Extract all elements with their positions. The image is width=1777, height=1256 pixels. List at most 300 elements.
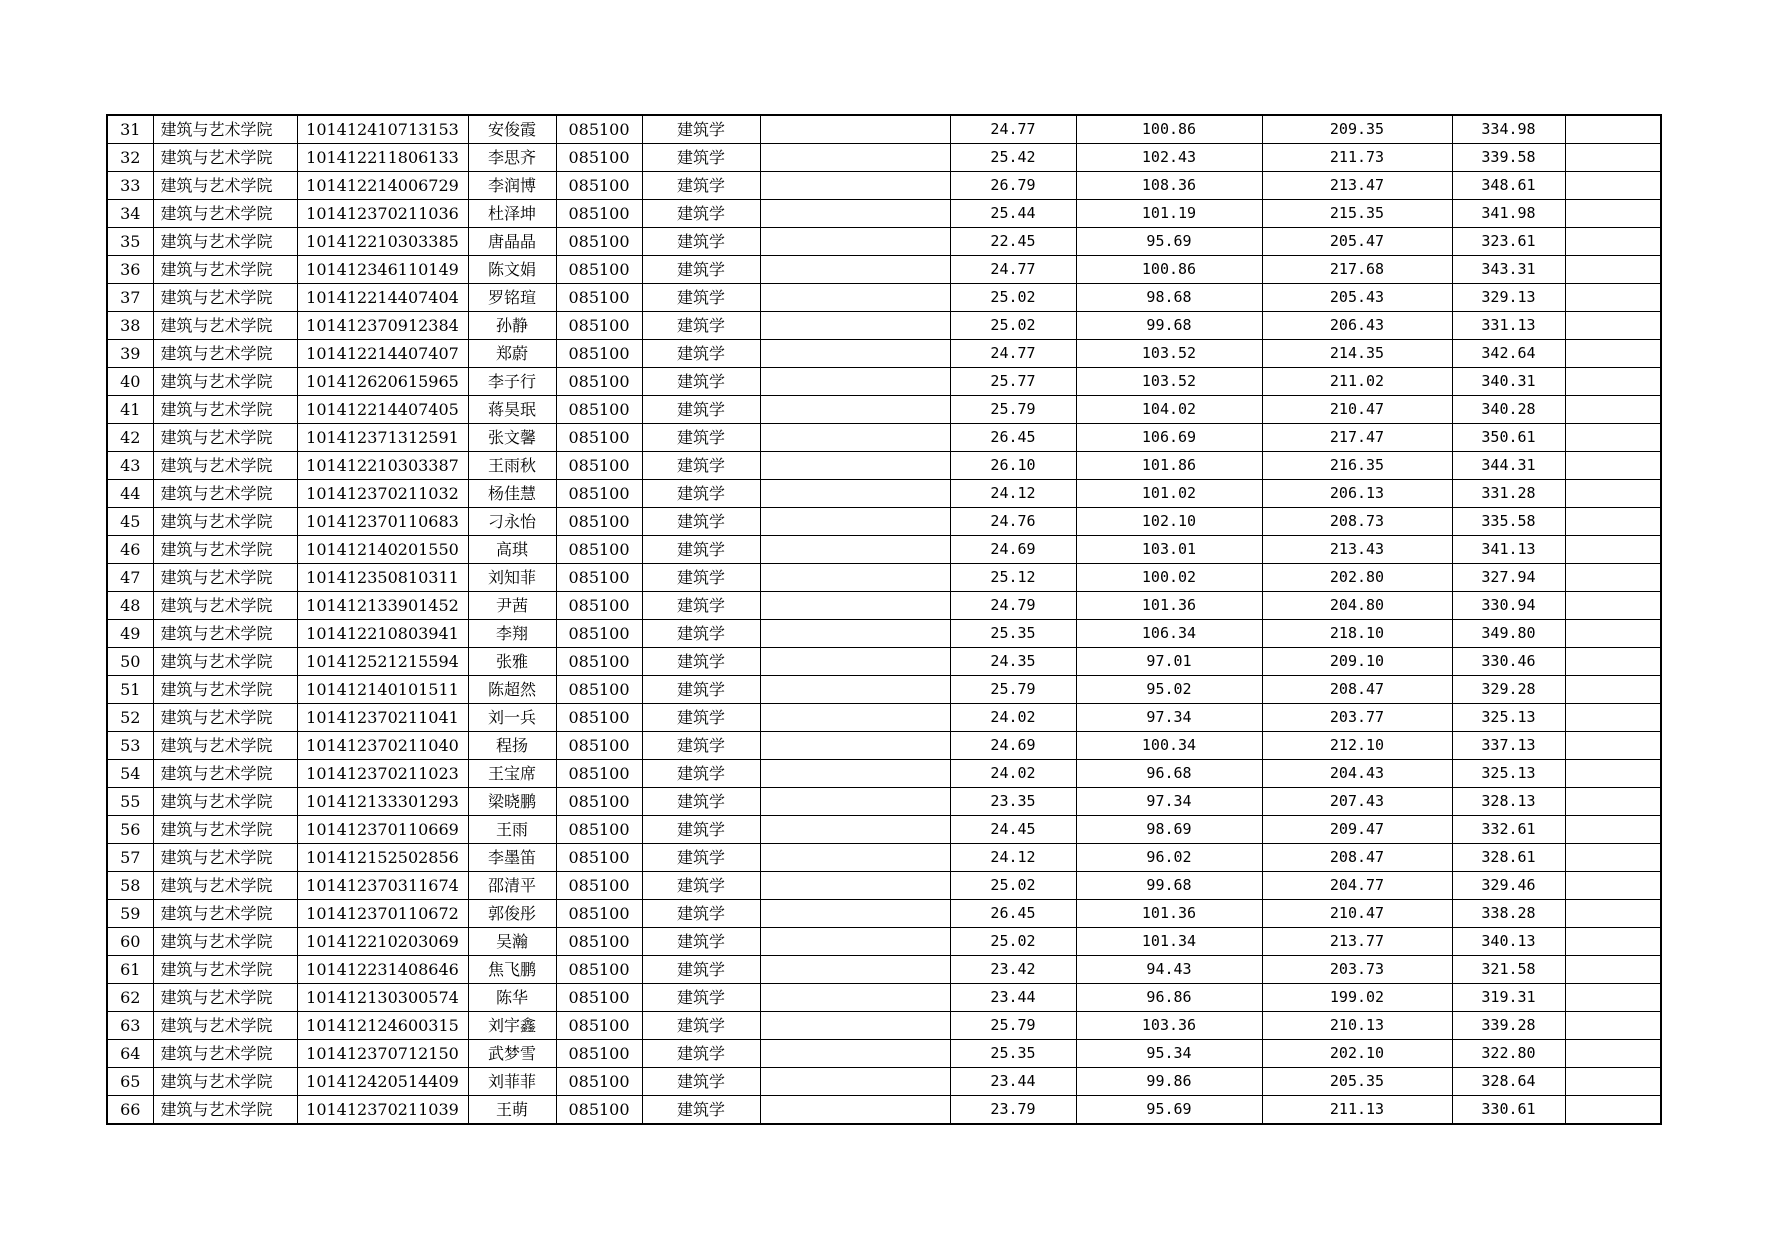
total-score-cell: 338.28 <box>1452 900 1565 928</box>
college-cell: 建筑与艺术学院 <box>153 648 297 676</box>
score-cell-a: 25.79 <box>950 676 1076 704</box>
remark-cell <box>1565 592 1661 620</box>
college-cell: 建筑与艺术学院 <box>153 536 297 564</box>
major-code-cell: 085100 <box>556 536 642 564</box>
row-index-cell: 66 <box>107 1096 153 1125</box>
name-cell: 程扬 <box>468 732 556 760</box>
name-cell: 李翔 <box>468 620 556 648</box>
major-name-cell: 建筑学 <box>642 788 760 816</box>
blank-cell <box>760 676 950 704</box>
table-row <box>107 1040 1661 1068</box>
major-code-cell: 085100 <box>556 172 642 200</box>
total-score-cell: 334.98 <box>1452 115 1565 144</box>
major-name-cell: 建筑学 <box>642 592 760 620</box>
remark-cell <box>1565 256 1661 284</box>
blank-cell <box>760 508 950 536</box>
major-code-cell: 085100 <box>556 900 642 928</box>
row-index-cell: 43 <box>107 452 153 480</box>
score-cell-b: 100.86 <box>1076 256 1262 284</box>
blank-cell <box>760 144 950 172</box>
total-score-cell: 329.28 <box>1452 676 1565 704</box>
candidate-id-cell: 101412521215594 <box>297 648 468 676</box>
candidate-id-cell: 101412370211036 <box>297 200 468 228</box>
blank-cell <box>760 312 950 340</box>
major-code-cell: 085100 <box>556 424 642 452</box>
candidate-id-cell: 101412620615965 <box>297 368 468 396</box>
score-cell-a: 24.45 <box>950 816 1076 844</box>
table-body <box>107 115 1661 1124</box>
college-cell: 建筑与艺术学院 <box>153 956 297 984</box>
table-row <box>107 200 1661 228</box>
college-cell: 建筑与艺术学院 <box>153 676 297 704</box>
college-cell: 建筑与艺术学院 <box>153 592 297 620</box>
row-index-cell: 40 <box>107 368 153 396</box>
remark-cell <box>1565 760 1661 788</box>
major-code-cell: 085100 <box>556 508 642 536</box>
blank-cell <box>760 620 950 648</box>
table-row <box>107 900 1661 928</box>
candidate-id-cell: 101412140101511 <box>297 676 468 704</box>
row-index-cell: 33 <box>107 172 153 200</box>
major-code-cell: 085100 <box>556 115 642 144</box>
score-cell-a: 25.02 <box>950 928 1076 956</box>
candidate-id-cell: 101412210203069 <box>297 928 468 956</box>
row-index-cell: 32 <box>107 144 153 172</box>
score-cell-a: 24.79 <box>950 592 1076 620</box>
major-name-cell: 建筑学 <box>642 200 760 228</box>
score-cell-a: 24.12 <box>950 844 1076 872</box>
score-cell-c: 203.73 <box>1262 956 1452 984</box>
score-cell-b: 106.34 <box>1076 620 1262 648</box>
score-cell-c: 213.47 <box>1262 172 1452 200</box>
row-index-cell: 58 <box>107 872 153 900</box>
remark-cell <box>1565 340 1661 368</box>
name-cell: 张雅 <box>468 648 556 676</box>
candidate-id-cell: 101412214407405 <box>297 396 468 424</box>
total-score-cell: 340.28 <box>1452 396 1565 424</box>
name-cell: 刘一兵 <box>468 704 556 732</box>
major-name-cell: 建筑学 <box>642 956 760 984</box>
name-cell: 陈华 <box>468 984 556 1012</box>
major-name-cell: 建筑学 <box>642 872 760 900</box>
total-score-cell: 325.13 <box>1452 760 1565 788</box>
name-cell: 杜泽坤 <box>468 200 556 228</box>
college-cell: 建筑与艺术学院 <box>153 564 297 592</box>
score-cell-b: 106.69 <box>1076 424 1262 452</box>
score-cell-a: 23.44 <box>950 984 1076 1012</box>
score-cell-b: 108.36 <box>1076 172 1262 200</box>
college-cell: 建筑与艺术学院 <box>153 284 297 312</box>
score-cell-a: 25.79 <box>950 1012 1076 1040</box>
table-row <box>107 115 1661 144</box>
candidate-id-cell: 101412210303385 <box>297 228 468 256</box>
remark-cell <box>1565 424 1661 452</box>
name-cell: 李墨笛 <box>468 844 556 872</box>
major-name-cell: 建筑学 <box>642 284 760 312</box>
major-name-cell: 建筑学 <box>642 368 760 396</box>
remark-cell <box>1565 956 1661 984</box>
total-score-cell: 343.31 <box>1452 256 1565 284</box>
candidate-id-cell: 101412370211041 <box>297 704 468 732</box>
total-score-cell: 339.28 <box>1452 1012 1565 1040</box>
remark-cell <box>1565 480 1661 508</box>
blank-cell <box>760 396 950 424</box>
name-cell: 杨佳慧 <box>468 480 556 508</box>
score-cell-c: 205.35 <box>1262 1068 1452 1096</box>
table-row <box>107 480 1661 508</box>
table-row <box>107 844 1661 872</box>
major-code-cell: 085100 <box>556 144 642 172</box>
score-cell-b: 95.69 <box>1076 228 1262 256</box>
major-code-cell: 085100 <box>556 620 642 648</box>
name-cell: 陈超然 <box>468 676 556 704</box>
college-cell: 建筑与艺术学院 <box>153 368 297 396</box>
score-cell-a: 24.77 <box>950 340 1076 368</box>
table-row <box>107 144 1661 172</box>
candidate-id-cell: 101412370211039 <box>297 1096 468 1125</box>
blank-cell <box>760 424 950 452</box>
blank-cell <box>760 228 950 256</box>
table-row <box>107 396 1661 424</box>
major-name-cell: 建筑学 <box>642 844 760 872</box>
remark-cell <box>1565 984 1661 1012</box>
college-cell: 建筑与艺术学院 <box>153 340 297 368</box>
name-cell: 陈文娟 <box>468 256 556 284</box>
table-row <box>107 704 1661 732</box>
college-cell: 建筑与艺术学院 <box>153 704 297 732</box>
blank-cell <box>760 900 950 928</box>
major-code-cell: 085100 <box>556 648 642 676</box>
major-name-cell: 建筑学 <box>642 396 760 424</box>
table-row <box>107 984 1661 1012</box>
major-name-cell: 建筑学 <box>642 452 760 480</box>
remark-cell <box>1565 452 1661 480</box>
total-score-cell: 329.46 <box>1452 872 1565 900</box>
remark-cell <box>1565 620 1661 648</box>
name-cell: 李子行 <box>468 368 556 396</box>
remark-cell <box>1565 144 1661 172</box>
score-cell-c: 214.35 <box>1262 340 1452 368</box>
total-score-cell: 319.31 <box>1452 984 1565 1012</box>
score-cell-a: 25.44 <box>950 200 1076 228</box>
blank-cell <box>760 1096 950 1125</box>
score-cell-a: 26.45 <box>950 900 1076 928</box>
score-cell-c: 210.47 <box>1262 900 1452 928</box>
remark-cell <box>1565 648 1661 676</box>
score-cell-a: 25.79 <box>950 396 1076 424</box>
name-cell: 王雨 <box>468 816 556 844</box>
score-cell-b: 100.86 <box>1076 115 1262 144</box>
major-code-cell: 085100 <box>556 368 642 396</box>
name-cell: 蒋昊珉 <box>468 396 556 424</box>
score-cell-c: 208.47 <box>1262 844 1452 872</box>
major-code-cell: 085100 <box>556 564 642 592</box>
score-cell-b: 104.02 <box>1076 396 1262 424</box>
table-row <box>107 1096 1661 1125</box>
candidate-id-cell: 101412410713153 <box>297 115 468 144</box>
name-cell: 李思齐 <box>468 144 556 172</box>
table-row <box>107 956 1661 984</box>
score-cell-c: 217.47 <box>1262 424 1452 452</box>
score-cell-b: 103.36 <box>1076 1012 1262 1040</box>
major-name-cell: 建筑学 <box>642 1096 760 1125</box>
blank-cell <box>760 340 950 368</box>
row-index-cell: 38 <box>107 312 153 340</box>
major-code-cell: 085100 <box>556 1012 642 1040</box>
major-name-cell: 建筑学 <box>642 900 760 928</box>
score-cell-a: 25.12 <box>950 564 1076 592</box>
major-code-cell: 085100 <box>556 1040 642 1068</box>
score-cell-c: 202.80 <box>1262 564 1452 592</box>
blank-cell <box>760 115 950 144</box>
score-cell-a: 24.76 <box>950 508 1076 536</box>
remark-cell <box>1565 228 1661 256</box>
score-cell-c: 209.35 <box>1262 115 1452 144</box>
score-cell-a: 26.79 <box>950 172 1076 200</box>
blank-cell <box>760 480 950 508</box>
blank-cell <box>760 284 950 312</box>
name-cell: 王宝席 <box>468 760 556 788</box>
remark-cell <box>1565 928 1661 956</box>
blank-cell <box>760 1068 950 1096</box>
remark-cell <box>1565 1068 1661 1096</box>
table-row <box>107 788 1661 816</box>
score-cell-b: 101.02 <box>1076 480 1262 508</box>
row-index-cell: 46 <box>107 536 153 564</box>
total-score-cell: 330.46 <box>1452 648 1565 676</box>
table-row <box>107 648 1661 676</box>
blank-cell <box>760 256 950 284</box>
name-cell: 孙静 <box>468 312 556 340</box>
college-cell: 建筑与艺术学院 <box>153 1040 297 1068</box>
score-cell-b: 96.02 <box>1076 844 1262 872</box>
total-score-cell: 350.61 <box>1452 424 1565 452</box>
college-cell: 建筑与艺术学院 <box>153 256 297 284</box>
remark-cell <box>1565 200 1661 228</box>
score-cell-a: 25.02 <box>950 312 1076 340</box>
blank-cell <box>760 956 950 984</box>
major-code-cell: 085100 <box>556 312 642 340</box>
score-cell-b: 95.34 <box>1076 1040 1262 1068</box>
score-cell-b: 102.10 <box>1076 508 1262 536</box>
candidate-id-cell: 101412370110683 <box>297 508 468 536</box>
candidate-id-cell: 101412124600315 <box>297 1012 468 1040</box>
score-cell-b: 102.43 <box>1076 144 1262 172</box>
name-cell: 郑蔚 <box>468 340 556 368</box>
blank-cell <box>760 368 950 396</box>
row-index-cell: 35 <box>107 228 153 256</box>
blank-cell <box>760 816 950 844</box>
major-code-cell: 085100 <box>556 1068 642 1096</box>
score-cell-b: 100.34 <box>1076 732 1262 760</box>
remark-cell <box>1565 732 1661 760</box>
score-cell-b: 95.69 <box>1076 1096 1262 1125</box>
name-cell: 安俊霞 <box>468 115 556 144</box>
blank-cell <box>760 200 950 228</box>
score-cell-b: 100.02 <box>1076 564 1262 592</box>
blank-cell <box>760 760 950 788</box>
table-row <box>107 312 1661 340</box>
row-index-cell: 48 <box>107 592 153 620</box>
name-cell: 吴瀚 <box>468 928 556 956</box>
college-cell: 建筑与艺术学院 <box>153 984 297 1012</box>
table-row <box>107 760 1661 788</box>
candidate-id-cell: 101412133901452 <box>297 592 468 620</box>
score-cell-a: 23.35 <box>950 788 1076 816</box>
score-cell-c: 216.35 <box>1262 452 1452 480</box>
score-cell-b: 99.86 <box>1076 1068 1262 1096</box>
score-cell-a: 25.35 <box>950 620 1076 648</box>
score-cell-c: 205.43 <box>1262 284 1452 312</box>
score-cell-b: 101.36 <box>1076 592 1262 620</box>
major-name-cell: 建筑学 <box>642 816 760 844</box>
college-cell: 建筑与艺术学院 <box>153 508 297 536</box>
major-code-cell: 085100 <box>556 984 642 1012</box>
row-index-cell: 52 <box>107 704 153 732</box>
total-score-cell: 341.13 <box>1452 536 1565 564</box>
major-name-cell: 建筑学 <box>642 256 760 284</box>
score-cell-b: 101.19 <box>1076 200 1262 228</box>
score-cell-b: 99.68 <box>1076 872 1262 900</box>
candidate-id-cell: 101412371312591 <box>297 424 468 452</box>
remark-cell <box>1565 368 1661 396</box>
row-index-cell: 57 <box>107 844 153 872</box>
remark-cell <box>1565 564 1661 592</box>
row-index-cell: 50 <box>107 648 153 676</box>
score-cell-c: 204.77 <box>1262 872 1452 900</box>
college-cell: 建筑与艺术学院 <box>153 172 297 200</box>
major-name-cell: 建筑学 <box>642 676 760 704</box>
remark-cell <box>1565 115 1661 144</box>
name-cell: 刘菲菲 <box>468 1068 556 1096</box>
remark-cell <box>1565 900 1661 928</box>
score-cell-a: 24.77 <box>950 256 1076 284</box>
score-cell-c: 204.43 <box>1262 760 1452 788</box>
blank-cell <box>760 1012 950 1040</box>
college-cell: 建筑与艺术学院 <box>153 200 297 228</box>
college-cell: 建筑与艺术学院 <box>153 480 297 508</box>
name-cell: 王雨秋 <box>468 452 556 480</box>
major-code-cell: 085100 <box>556 452 642 480</box>
score-cell-b: 101.36 <box>1076 900 1262 928</box>
name-cell: 武梦雪 <box>468 1040 556 1068</box>
score-cell-c: 203.77 <box>1262 704 1452 732</box>
score-cell-a: 23.42 <box>950 956 1076 984</box>
major-name-cell: 建筑学 <box>642 1068 760 1096</box>
remark-cell <box>1565 844 1661 872</box>
score-cell-c: 209.47 <box>1262 816 1452 844</box>
score-cell-c: 199.02 <box>1262 984 1452 1012</box>
score-cell-c: 215.35 <box>1262 200 1452 228</box>
candidate-id-cell: 101412370110669 <box>297 816 468 844</box>
name-cell: 郭俊彤 <box>468 900 556 928</box>
major-code-cell: 085100 <box>556 816 642 844</box>
major-name-cell: 建筑学 <box>642 620 760 648</box>
score-cell-b: 94.43 <box>1076 956 1262 984</box>
remark-cell <box>1565 704 1661 732</box>
row-index-cell: 65 <box>107 1068 153 1096</box>
table-row <box>107 928 1661 956</box>
major-code-cell: 085100 <box>556 480 642 508</box>
total-score-cell: 337.13 <box>1452 732 1565 760</box>
score-cell-a: 23.79 <box>950 1096 1076 1125</box>
remark-cell <box>1565 1040 1661 1068</box>
score-cell-b: 98.68 <box>1076 284 1262 312</box>
name-cell: 刘知菲 <box>468 564 556 592</box>
row-index-cell: 42 <box>107 424 153 452</box>
blank-cell <box>760 536 950 564</box>
blank-cell <box>760 872 950 900</box>
candidate-id-cell: 101412140201550 <box>297 536 468 564</box>
score-cell-b: 96.86 <box>1076 984 1262 1012</box>
table-row <box>107 172 1661 200</box>
blank-cell <box>760 732 950 760</box>
total-score-cell: 331.13 <box>1452 312 1565 340</box>
table-row <box>107 508 1661 536</box>
major-name-cell: 建筑学 <box>642 340 760 368</box>
score-cell-c: 206.13 <box>1262 480 1452 508</box>
score-cell-c: 210.47 <box>1262 396 1452 424</box>
name-cell: 王萌 <box>468 1096 556 1125</box>
name-cell: 李润博 <box>468 172 556 200</box>
candidate-id-cell: 101412130300574 <box>297 984 468 1012</box>
score-cell-c: 211.13 <box>1262 1096 1452 1125</box>
score-cell-b: 103.52 <box>1076 368 1262 396</box>
score-cell-c: 202.10 <box>1262 1040 1452 1068</box>
remark-cell <box>1565 396 1661 424</box>
blank-cell <box>760 452 950 480</box>
row-index-cell: 31 <box>107 115 153 144</box>
score-cell-c: 217.68 <box>1262 256 1452 284</box>
score-cell-a: 24.69 <box>950 732 1076 760</box>
college-cell: 建筑与艺术学院 <box>153 144 297 172</box>
row-index-cell: 54 <box>107 760 153 788</box>
candidate-id-cell: 101412420514409 <box>297 1068 468 1096</box>
score-cell-c: 208.47 <box>1262 676 1452 704</box>
total-score-cell: 349.80 <box>1452 620 1565 648</box>
score-cell-a: 25.02 <box>950 872 1076 900</box>
college-cell: 建筑与艺术学院 <box>153 452 297 480</box>
row-index-cell: 53 <box>107 732 153 760</box>
major-code-cell: 085100 <box>556 704 642 732</box>
major-code-cell: 085100 <box>556 928 642 956</box>
blank-cell <box>760 704 950 732</box>
total-score-cell: 340.13 <box>1452 928 1565 956</box>
total-score-cell: 332.61 <box>1452 816 1565 844</box>
row-index-cell: 55 <box>107 788 153 816</box>
total-score-cell: 323.61 <box>1452 228 1565 256</box>
blank-cell <box>760 844 950 872</box>
score-cell-c: 204.80 <box>1262 592 1452 620</box>
candidate-id-cell: 101412370211023 <box>297 760 468 788</box>
score-cell-b: 97.01 <box>1076 648 1262 676</box>
total-score-cell: 340.31 <box>1452 368 1565 396</box>
major-name-cell: 建筑学 <box>642 228 760 256</box>
score-cell-a: 22.45 <box>950 228 1076 256</box>
major-name-cell: 建筑学 <box>642 115 760 144</box>
row-index-cell: 51 <box>107 676 153 704</box>
remark-cell <box>1565 508 1661 536</box>
score-cell-c: 207.43 <box>1262 788 1452 816</box>
candidate-id-cell: 101412133301293 <box>297 788 468 816</box>
score-cell-a: 24.69 <box>950 536 1076 564</box>
major-code-cell: 085100 <box>556 200 642 228</box>
major-code-cell: 085100 <box>556 788 642 816</box>
table-row <box>107 564 1661 592</box>
score-cell-b: 103.01 <box>1076 536 1262 564</box>
major-code-cell: 085100 <box>556 956 642 984</box>
score-cell-a: 25.42 <box>950 144 1076 172</box>
